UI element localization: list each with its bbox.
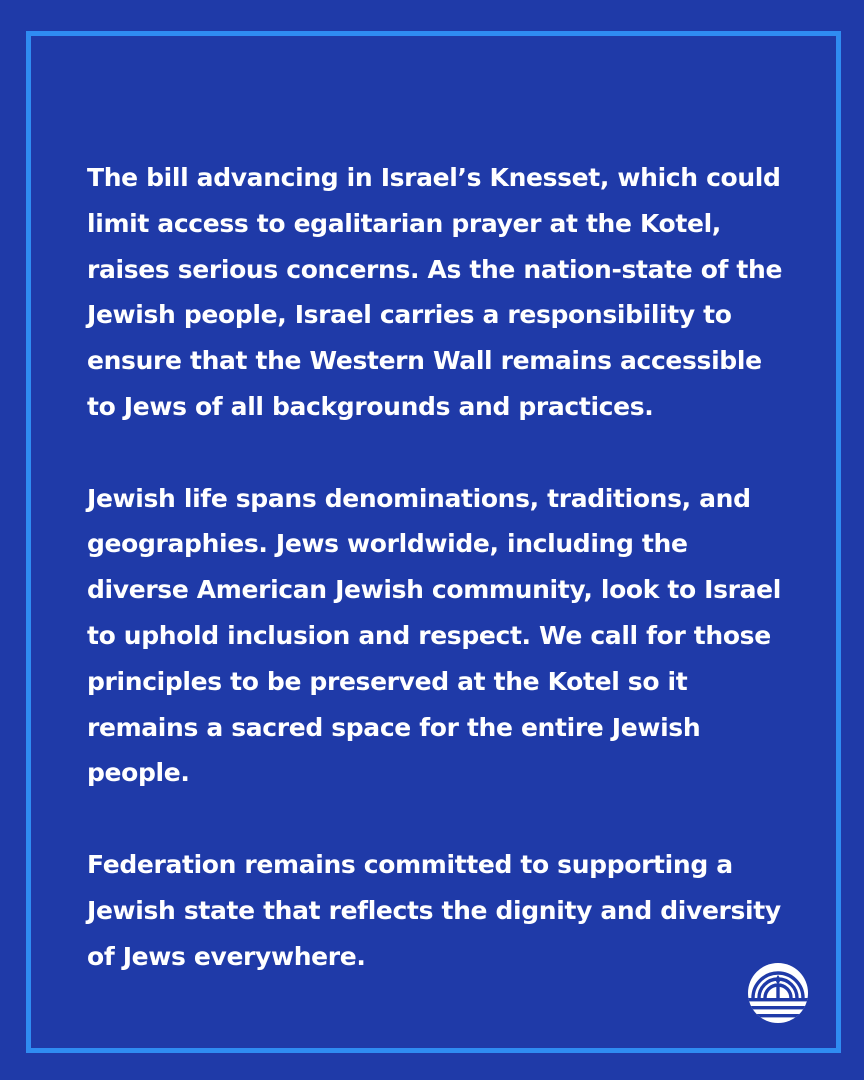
menorah-logo-svg [747,962,809,1024]
statement-paragraph-2: Jewish life spans denominations, traditions, and geographies. Jews worldwide, including the diverse American Jewish community, look to Israel to uphold inclusion and respect. We call for those principles to be preserved at the Kotel so it remains a sacred space for the entire Jewish people. [87,483,781,788]
federation-logo-icon [747,962,809,1024]
statement-paragraph-3: Federation remains committed to supporting a Jewish state that reflects the dignity and diversity of Jews everywhere. [87,849,781,971]
statement-paragraph-1: The bill advancing in Israel’s Knesset, which could limit access to egalitarian prayer at the Kotel, raises serious concerns. As the nation-state of the Jewish people, Israel carries a responsibility to ensure that the Western Wall remains accessible to Jews of all backgrounds and practices. [87,163,783,421]
statement-body [87,155,787,979]
